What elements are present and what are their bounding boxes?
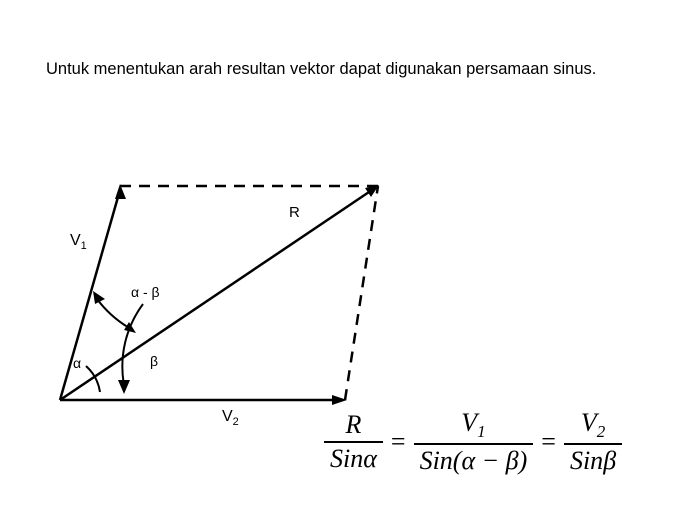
vector-r-line — [60, 190, 372, 400]
label-angle-beta: β — [150, 353, 159, 369]
angle-beta-arc — [122, 304, 143, 385]
intro-text: Untuk menentukan arah resultan vektor dapat digunakan persamaan sinus. — [46, 60, 597, 78]
term3-denominator-angle: β — [603, 445, 617, 475]
label-angle-alpha-minus-beta: α - β — [131, 284, 160, 300]
term2-numerator-symbol: V — [461, 408, 478, 437]
term2-denominator — [414, 445, 534, 476]
term3-numerator — [575, 409, 611, 443]
term3-denominator-fn: Sin — [569, 445, 604, 475]
angle-alpha-beta-arrowhead-bottom — [124, 322, 136, 333]
equals-sign-1: = — [390, 427, 406, 457]
label-v1-text: V — [70, 232, 81, 249]
equals-sign-2: = — [541, 427, 556, 457]
term2-numerator-subscript: 1 — [477, 422, 486, 442]
angle-beta-arrowhead — [118, 380, 130, 394]
term3-numerator-subscript: 2 — [596, 422, 606, 442]
term1-denominator-angle: α — [363, 443, 377, 473]
sine-rule-equation — [318, 409, 628, 475]
label-resultant: R — [289, 204, 300, 221]
term2-denominator-close: ) — [518, 445, 528, 475]
term2-denominator-fn: Sin( — [419, 445, 462, 475]
label-v2-subscript: 2 — [232, 416, 239, 429]
vector-diagram — [0, 150, 420, 440]
dashed-right-side — [345, 186, 378, 400]
term2-numerator — [455, 409, 491, 443]
label-v1-subscript: 1 — [80, 240, 87, 253]
vector-v1-line — [60, 190, 120, 400]
term3-numerator-symbol: V — [580, 408, 597, 437]
term1-denominator-fn: Sin — [330, 443, 364, 473]
term2-denominator-angle: α − β — [461, 445, 519, 475]
term1-denominator — [324, 443, 383, 474]
angle-alpha-beta-arc — [97, 299, 131, 329]
term3-denominator — [564, 445, 622, 476]
label-v2-text: V — [222, 408, 233, 425]
label-v2 — [222, 408, 239, 428]
label-v1 — [70, 232, 87, 252]
equation-term-1 — [324, 411, 383, 473]
equation-term-3 — [564, 409, 622, 475]
equation-term-2 — [414, 409, 534, 475]
term1-numerator: R — [345, 410, 362, 440]
label-angle-alpha: α — [73, 355, 82, 371]
